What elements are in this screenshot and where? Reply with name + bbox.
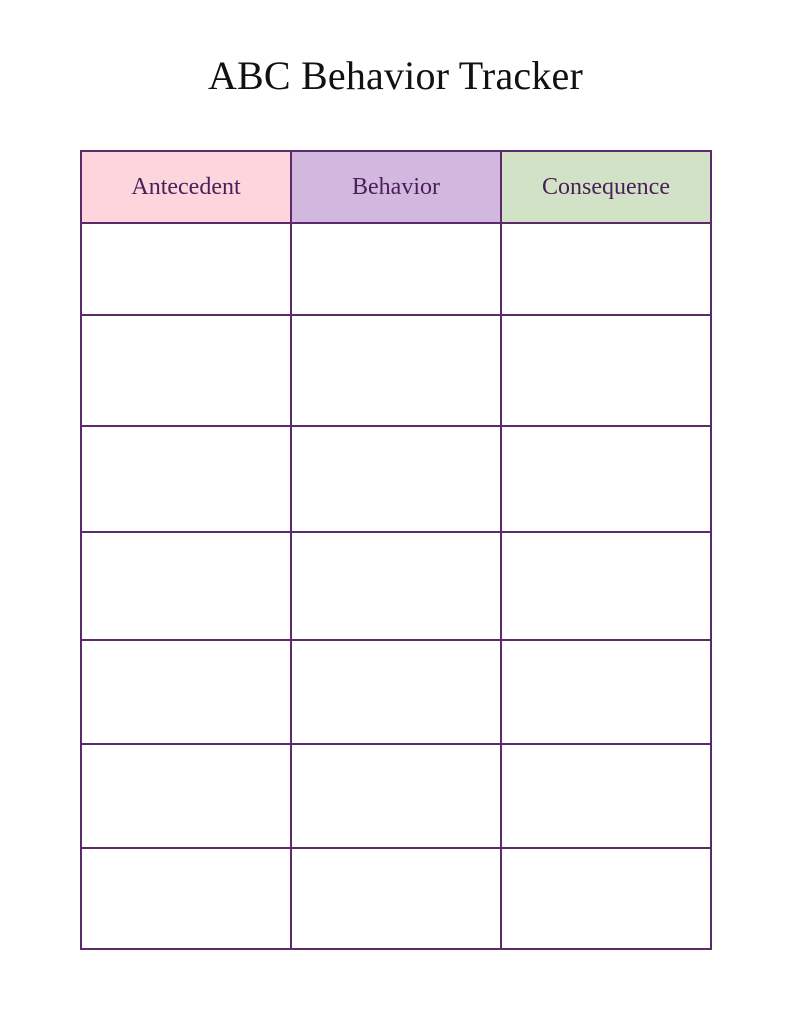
antecedent-cell[interactable]: [81, 848, 291, 949]
antecedent-cell[interactable]: [81, 744, 291, 848]
antecedent-cell[interactable]: [81, 426, 291, 532]
page-title: ABC Behavior Tracker: [207, 53, 584, 98]
consequence-cell[interactable]: [501, 532, 711, 640]
header-consequence: Consequence: [501, 151, 711, 223]
behavior-cell[interactable]: [291, 744, 501, 848]
antecedent-cell[interactable]: [81, 315, 291, 426]
header-row: [81, 151, 711, 223]
consequence-cell[interactable]: [501, 848, 711, 949]
antecedent-cell[interactable]: [81, 532, 291, 640]
consequence-cell[interactable]: [501, 640, 711, 744]
table-row: [81, 744, 711, 848]
table-row: [81, 532, 711, 640]
behavior-cell[interactable]: [291, 640, 501, 744]
table-row: [81, 315, 711, 426]
behavior-cell[interactable]: [291, 315, 501, 426]
abc-tracker-table: [80, 150, 712, 950]
consequence-cell[interactable]: [501, 315, 711, 426]
antecedent-cell[interactable]: [81, 640, 291, 744]
table-row: [81, 223, 711, 315]
behavior-cell[interactable]: [291, 223, 501, 315]
table-row: [81, 848, 711, 949]
antecedent-cell[interactable]: [81, 223, 291, 315]
consequence-cell[interactable]: [501, 426, 711, 532]
header-behavior: Behavior: [291, 151, 501, 223]
table-row: [81, 426, 711, 532]
behavior-cell[interactable]: [291, 848, 501, 949]
behavior-cell[interactable]: [291, 426, 501, 532]
table-row: [81, 640, 711, 744]
behavior-cell[interactable]: [291, 532, 501, 640]
consequence-cell[interactable]: [501, 744, 711, 848]
header-antecedent: Antecedent: [81, 151, 291, 223]
consequence-cell[interactable]: [501, 223, 711, 315]
